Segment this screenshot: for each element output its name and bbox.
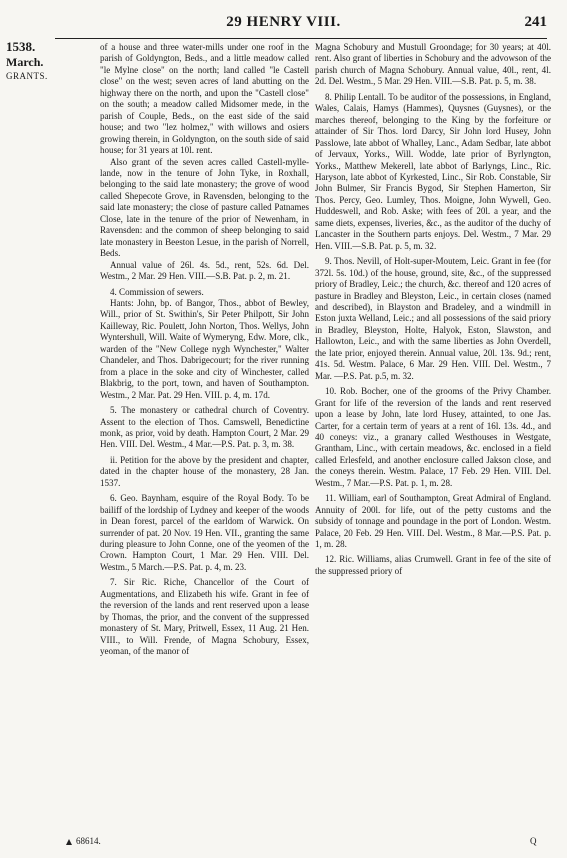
right-column	[315, 42, 551, 577]
footer-code: 68614.	[76, 836, 101, 846]
entry-paragraph: 8. Philip Lentall. To be auditor of the possessions, in England, Wales, Calais, Hamys (Hammes), Quysnes (Guysnes), or the marches thereof, belonging to the King by the forfeiture or attainder of Sir Thos. lord Darcy, Sir John lord Husey, John Passlowe, late abbot of Whalley, Lanc., Adam Sedbar, late abbot of Jervaux, Yorks., Will. Wodde, late prior of Byrlyngton, Yorks., Matthew Mekerell, late abbot of Barlyngs, Linc., Ric. Haryson, late abbot of Kyrkested, Linc., Sir Rob. Constable, Sir John Bulmer, Sir Francis Bygod, Sir Stephen Hamerton, Sir Thos. Percy, Geo. Lumley, Thos. Moigne, John Wywell, Geo. Huddeswell, and Rob. Aske; with fees of 20l. a year, and the same diets, expenses, liveries, &c., as the auditor of the duchy of Lancaster in the Southern parts enjoys. Del. Westm., 7 Mar. 29 Hen. VIII.—S.B. Pat. p. 5, m. 32.	[315, 91, 551, 251]
header-rule	[55, 38, 547, 39]
footer-signature	[66, 836, 101, 846]
entry-paragraph: 5. The monastery or cathedral church of Coventry. Assent to the election of Thos. Camswell, Benedictine monk, as prior, void by death. Hampton Court, 2 Mar. 29 Hen. VIII. Del. Westm., 4 Mar.—P.S. Pat. p. 3, m. 38.	[100, 405, 309, 450]
entry-paragraph: Also grant of the seven acres called Castell-mylle-lande, now in the tenure of John Tyke, in Roxhall, belonging to the said late monastery; the grove of wood called Shepecote Grove, in Ravensden, belonging to the said late monastery; the close of pasture called Patnames Close, late in the tenure of the prior of Newenham, in Ravensden: and the common of sheep belonging to said late monastery in Beeston Lesue, in the parish of Norrell, Beds.	[100, 156, 309, 259]
entry-paragraph: Hants: John, bp. of Bangor, Thos., abbot of Bewley, Will., prior of St. Swithin's, Sir Peter Philpott, Sir John Kailleway, Ric. Poulett, John Norton, Thos. Wellys, John Wyntershull, Will. Waite of Wymeryng, Edw. More, clk., warden of the "New College nygh Wynchester," Walter Chandeler, and Thos. Dabrigecourt; for the river running from a place in the soke and city of Winchester, called Blakbrig, to the port, town, and haven of Southampton. Westm., 2 Mar. Pat. 29 Hen. VIII. p. 4, m. 17d.	[100, 297, 309, 400]
entry-paragraph: 10. Rob. Bocher, one of the grooms of the Privy Chamber. Grant for life of the reversion of the lands and rent reserved upon a lease by John, late lord Husey, attainted, to one Jas. Carter, for a certain term of years at a rent of 16l. 13s. 4d., and 40 coneys: viz., a granary called Westhouses in Westgate, Grantham, Linc., with certain meadows, &c. enclosed in a field called Erlesfeld, and another enclosure called Jakson close, and the coneys therein. Westm. Palace, 17 Feb. 29 Hen. VIII. Del. Westm., 7 Mar.—P.S. Pat. p. 1, m. 28.	[315, 386, 551, 488]
entry-paragraph: ii. Petition for the above by the president and chapter, dated in the chapter house of the monastery, 28 Jan. 1537.	[100, 454, 309, 488]
entry-paragraph: Annual value of 26l. 4s. 5d., rent, 52s. 6d. Del. Westm., 2 Mar. 29 Hen. VIII.—S.B. Pat. p. 2, m. 21.	[100, 259, 309, 282]
entry-paragraph: 11. William, earl of Southampton, Great Admiral of England. Annuity of 200l. for life, out of the petty customs and the subsidy of tonnage and poundage in the port of London. Westm. Palace, 20 Feb. 29 Hen. VIII. Del. Westm., 8 Mar.—P.S. Pat. p. 1, m. 28.	[315, 493, 551, 550]
left-column	[100, 42, 309, 658]
entry-paragraph: Magna Schobury and Mustull Groondage; for 30 years; at 40l. rent. Also grant of liberties in Schobury and the advowson of the parish church of Magna Schobury. Annual value, 40l., rent, 4l. 2d. Del. Westm., 5 Mar. 29 Hen. VIII.—S.B. Pat. p. 5, m. 38.	[315, 42, 551, 87]
running-title: 29 HENRY VIII.	[226, 14, 341, 30]
entry-paragraph: 4. Commission of sewers.	[110, 286, 204, 297]
entry-paragraph: of a house and three water-mills under one roof in the parish of Goldyngton, Beds., and a little meadow called "le Mylne close" on the north; land called "le Castell close" on the west; seven acres of land abutting on the highway there on the north, and upon the "Castell close" on the south; a meadow called Midsomer mede, in the parish of Couple, Beds., on the east side of the said house; and two "lez holmez," with willows and osiers growing therein, in Goldyngton, on the south side of said house; for 31 years at 10l. rent.	[100, 42, 309, 156]
entry-paragraph: 6. Geo. Baynham, esquire of the Royal Body. To be bailiff of the lordship of Lydney and keeper of the woods in Dean forest, parcel of the earldom of Warwick. On surrender of pat. 20 Nov. 19 Hen. VII., granting the same during pleasure to John Conne, one of the yeomen of the Crown. Hampton Court, 1 Mar. 29 Hen. VIII. Del. Westm., 5 March.—P.S. Pat. p. 4, m. 23.	[100, 493, 309, 572]
triangle-icon	[66, 839, 72, 845]
margin-section-label: GRANTS.	[6, 71, 48, 81]
margin-month: March.	[6, 55, 44, 69]
entry-paragraph: 9. Thos. Nevill, of Holt-super-Moutem, Leic. Grant in fee (for 372l. 5s. 10d.) of the house, ground, site, &c., of the suppressed priory of Bradley, Leic.; the church, &c. thereof and 120 acres of pasture in Bradley and Bleyston, Leic., in certain closes (named and described), in Blayston and Bradeley, and a windmill in Eston juxta Welland, Leic.; and all possessions of the said priory in Bradley, Bleyston, Holte, Halyok, Eston, Slawston, and Hallowton, Leic., and with the same liberties as John Overdell, the late prior, enjoyed therein. Annual value, 20l. 13s. 9d.; rent, 41s. 5d. Westm. Palace, 6 Mar. 29 Hen. VIII. Del. Westm., 7 Mar. —P.S. Pat. p.5, m. 32.	[315, 256, 551, 381]
footer-signature-letter: Q	[530, 836, 537, 846]
entry-paragraph: 7. Sir Ric. Riche, Chancellor of the Court of Augmentations, and Elizabeth his wife. Grant in fee of the reversion of the lands and rent reserved upon a lease by Thomas, the prior, and the convent of the suppressed monastery of St. Mary, Pritwell, Essex, 11 Aug. 21 Hen. VIII., to Will. Frende, of Magna Schobury, Essex, yeoman, of the manor of	[100, 577, 309, 657]
margin-year: 1538.	[6, 39, 36, 54]
page-number: 241	[524, 14, 547, 30]
entry-paragraph: 12. Ric. Williams, alias Crumwell. Grant in fee of the site of the suppressed priory of	[315, 554, 551, 576]
